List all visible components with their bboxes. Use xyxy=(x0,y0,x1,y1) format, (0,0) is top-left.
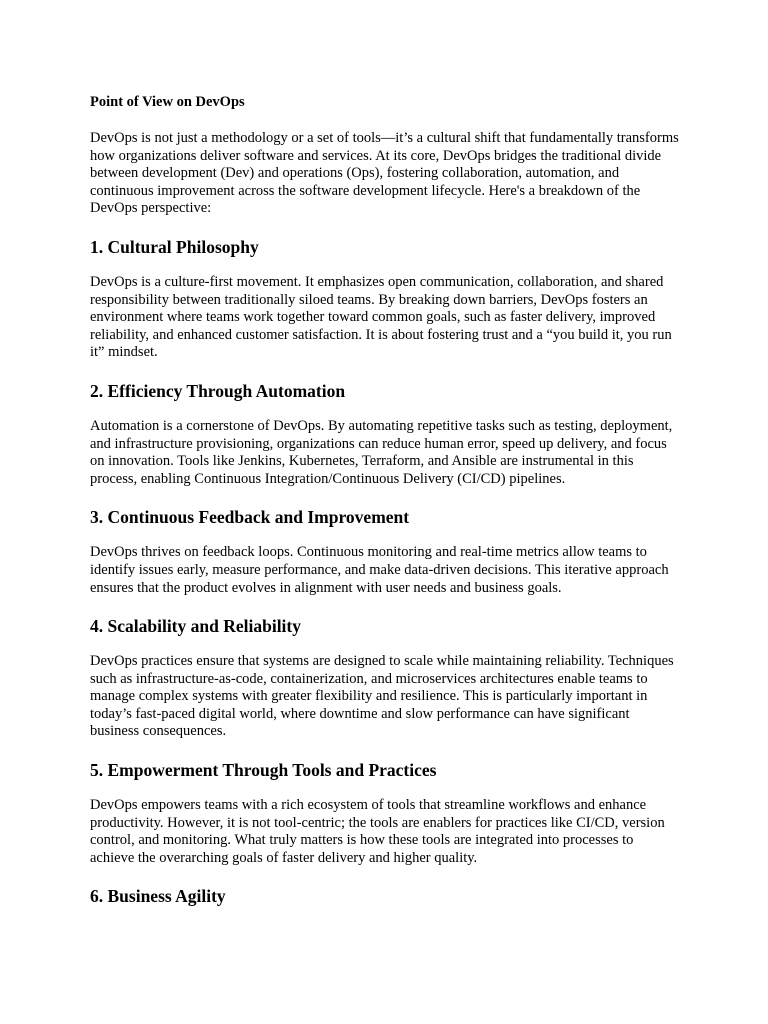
section-paragraph: DevOps empowers teams with a rich ecosystem of tools that streamline workflows and enhance productivity. However, it is not tool-centric; the tools are enablers for practices like CI/CD, version control, and monitoring. What truly matters is how these tools are integrated into processes to achieve the overarching goals of faster delivery and higher quality. xyxy=(90,797,665,866)
section-heading: 2. Efficiency Through Automation xyxy=(90,380,346,401)
section-cultural-philosophy xyxy=(90,237,680,362)
section-efficiency-through-automation xyxy=(90,381,680,488)
section-empowerment-through-tools xyxy=(90,760,680,867)
section-paragraph: DevOps is a culture-first movement. It emphasizes open communication, collaboration, and shared responsibility between traditionally siloed teams. By breaking down barriers, DevOps fosters an environment where teams work together toward common goals, such as faster delivery, improved reliability, and enhanced customer satisfaction. It is about fostering trust and a “you build it, you run it” mindset. xyxy=(90,273,672,361)
section-heading: 6. Business Agility xyxy=(90,886,226,907)
section-paragraph: Automation is a cornerstone of DevOps. By automating repetitive tasks such as testing, deployment, and infrastructure provisioning, organizations can reduce human error, speed up delivery, and focus on innovation. Tools like Jenkins, Kubernetes, Terraform, and Ansible are instrumental in this process, enabling Continuous Integration/Continuous Delivery (CI/CD) pipelines. xyxy=(90,417,673,487)
section-heading: 3. Continuous Feedback and Improvement xyxy=(90,507,410,528)
section-paragraph: DevOps practices ensure that systems are designed to scale while maintaining reliability. Techniques such as infrastructure-as-code, containerization, and microservices architectures enable teams to manage complex systems with greater flexibility and resilience. This is particularly important in today’s fast-paced digital world, where downtime and slow performance can have significant business consequences. xyxy=(90,653,674,740)
section-continuous-feedback xyxy=(90,507,680,597)
section-paragraph: DevOps thrives on feedback loops. Continuous monitoring and real-time metrics allow teams to identify issues early, measure performance, and make data-driven decisions. This iterative approach ensures that the product evolves in alignment with user needs and business goals. xyxy=(90,544,669,596)
section-heading: 5. Empowerment Through Tools and Practices xyxy=(90,760,437,781)
document-title: Point of View on DevOps xyxy=(90,94,245,110)
section-heading: 1. Cultural Philosophy xyxy=(90,236,259,257)
intro-paragraph: DevOps is not just a methodology or a set of tools—it’s a cultural shift that fundamentally transforms how organizations deliver software and services. At its core, DevOps bridges the traditional divide between development (Dev) and operations (Ops), fostering collaboration, automation, and continuous improvement across the software development lifecycle. Here's a breakdown of the DevOps perspective: xyxy=(90,130,679,217)
section-heading: 4. Scalability and Reliability xyxy=(90,616,301,637)
section-business-agility xyxy=(90,886,680,906)
section-scalability-and-reliability xyxy=(90,616,680,741)
document-page xyxy=(90,94,680,906)
